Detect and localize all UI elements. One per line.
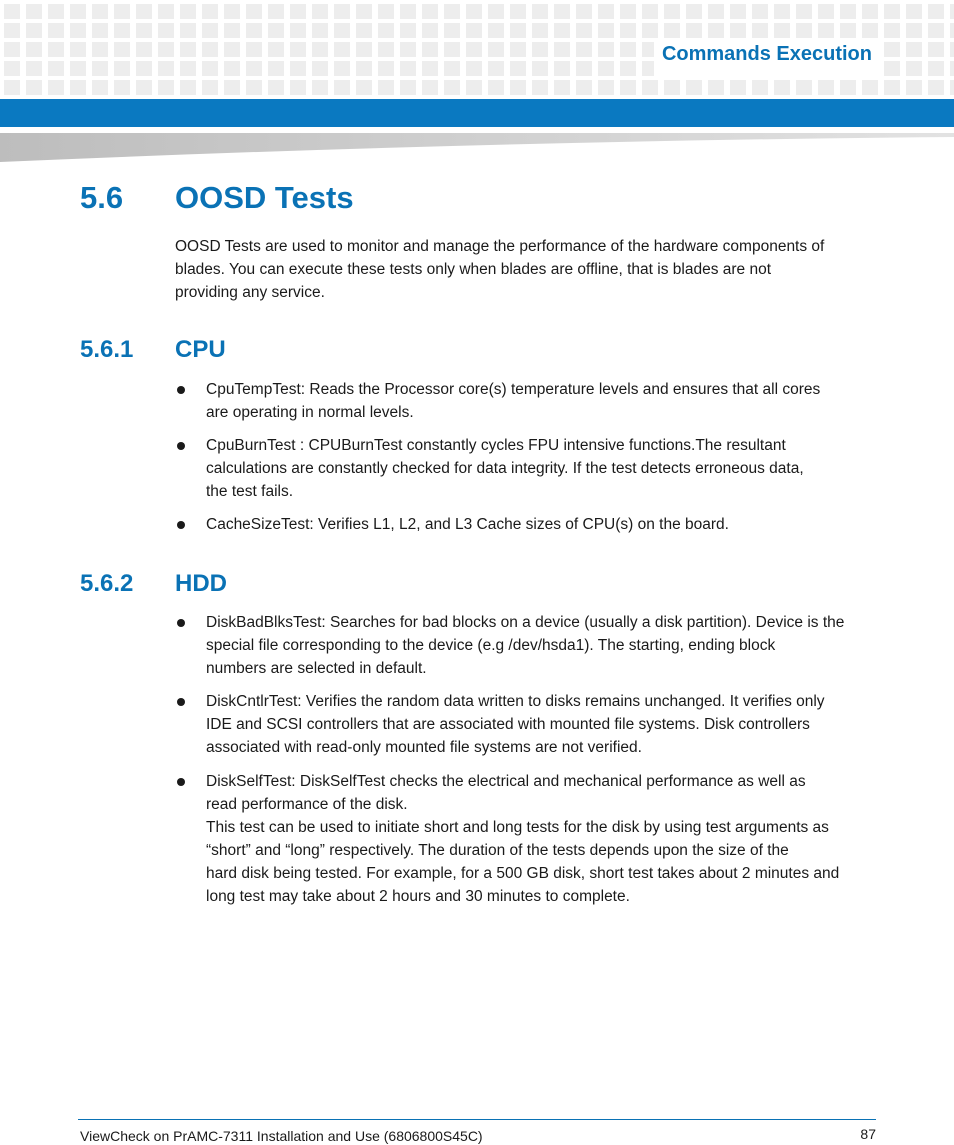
header-pattern-square <box>356 23 372 38</box>
header-pattern-square <box>114 80 130 95</box>
header-blue-bar <box>0 99 954 127</box>
header-pattern-square <box>598 23 614 38</box>
header-pattern-square <box>312 23 328 38</box>
subsection-title: HDD <box>175 570 227 597</box>
header-pattern-square <box>664 4 680 19</box>
bullet-icon <box>177 778 185 786</box>
header-pattern-square <box>334 42 350 57</box>
intro-line: blades. You can execute these tests only when blades are offline, that is blades are not <box>175 261 772 278</box>
header-pattern-square <box>92 80 108 95</box>
header-pattern-square <box>554 4 570 19</box>
header-pattern-square <box>4 4 20 19</box>
header-pattern-square <box>620 61 636 76</box>
list-item <box>175 690 880 759</box>
header-pattern-square <box>444 61 460 76</box>
header-pattern-square <box>70 42 86 57</box>
header-pattern-square <box>642 4 658 19</box>
header-pattern-square <box>752 23 768 38</box>
header-pattern-square <box>246 42 262 57</box>
header-pattern-square <box>708 80 724 95</box>
header-pattern-square <box>466 4 482 19</box>
list-item-line: DiskSelfTest: DiskSelfTest checks the electrical and mechanical performance as well as <box>206 773 806 790</box>
header-pattern-square <box>576 23 592 38</box>
header-pattern-square <box>136 61 152 76</box>
header-pattern-square <box>92 4 108 19</box>
header-pattern-square <box>26 4 42 19</box>
header-pattern-square <box>202 23 218 38</box>
subsection-title: CPU <box>175 336 226 363</box>
header-pattern-square <box>114 61 130 76</box>
section-heading <box>80 180 354 216</box>
header-pattern-square <box>510 61 526 76</box>
header-pattern-square <box>70 61 86 76</box>
header-pattern-square <box>290 42 306 57</box>
header-pattern-square <box>48 42 64 57</box>
header-pattern-square <box>224 4 240 19</box>
header-pattern-square <box>576 42 592 57</box>
header-pattern-square <box>444 80 460 95</box>
header-pattern-square <box>422 23 438 38</box>
header-pattern-square <box>26 23 42 38</box>
header-pattern-square <box>422 42 438 57</box>
header-pattern-square <box>928 42 944 57</box>
header-pattern-square <box>906 61 922 76</box>
header-pattern-square <box>554 61 570 76</box>
header-pattern-square <box>620 4 636 19</box>
header-pattern-square <box>950 23 954 38</box>
header-pattern-square <box>356 61 372 76</box>
header-pattern-square <box>488 61 504 76</box>
header-pattern-square <box>818 80 834 95</box>
header-pattern-square <box>466 80 482 95</box>
list-item <box>175 770 880 908</box>
list-item-line: associated with read-only mounted file systems are not verified. <box>206 739 642 756</box>
bullet-icon <box>177 698 185 706</box>
header-swoosh <box>0 127 954 165</box>
header-pattern-square <box>378 80 394 95</box>
header-pattern-square <box>730 4 746 19</box>
header-pattern-square <box>158 61 174 76</box>
header-pattern-square <box>4 23 20 38</box>
header-pattern-square <box>928 23 944 38</box>
header-pattern-square <box>686 23 702 38</box>
header-pattern-square <box>400 80 416 95</box>
header-pattern-square <box>378 42 394 57</box>
header-pattern-square <box>928 80 944 95</box>
header-pattern-square <box>48 4 64 19</box>
header-pattern-square <box>488 42 504 57</box>
header-pattern-square <box>356 4 372 19</box>
list-item-line: long test may take about 2 hours and 30 minutes to complete. <box>206 888 630 905</box>
header-pattern-square <box>774 23 790 38</box>
subsection-heading-hdd <box>80 570 227 598</box>
header-pattern-square <box>598 80 614 95</box>
intro-line: providing any service. <box>175 284 325 301</box>
header-pattern-square <box>466 23 482 38</box>
intro-line: OOSD Tests are used to monitor and manage the performance of the hardware components of <box>175 238 825 255</box>
header-pattern-square <box>928 61 944 76</box>
header-pattern-square <box>642 80 658 95</box>
header-pattern-square <box>884 23 900 38</box>
header-pattern-square <box>70 23 86 38</box>
header-pattern-square <box>576 61 592 76</box>
list-item-line: “short” and “long” respectively. The duration of the tests depends upon the size of the <box>206 842 789 859</box>
header-pattern-square <box>356 80 372 95</box>
header-pattern-square <box>422 61 438 76</box>
header-pattern-square <box>862 4 878 19</box>
list-item-line: DiskBadBlksTest: Searches for bad blocks on a device (usually a disk partition). Device is the <box>206 614 845 631</box>
header-pattern-square <box>290 80 306 95</box>
header-pattern-square <box>4 42 20 57</box>
header-pattern-square <box>532 61 548 76</box>
header-pattern-square <box>136 80 152 95</box>
header-pattern-square <box>246 4 262 19</box>
header-pattern-square <box>840 4 856 19</box>
header-pattern-square <box>818 23 834 38</box>
header-pattern-square <box>884 80 900 95</box>
header-pattern-square <box>224 23 240 38</box>
header-pattern-square <box>180 42 196 57</box>
header-pattern-square <box>510 4 526 19</box>
header-pattern-square <box>202 80 218 95</box>
list-item-line: CpuBurnTest : CPUBurnTest constantly cycles FPU intensive functions.The resultant <box>206 437 786 454</box>
header-pattern-square <box>466 61 482 76</box>
header-pattern-square <box>620 80 636 95</box>
list-item-line: special file corresponding to the device (e.g /dev/hsda1). The starting, ending block <box>206 637 776 654</box>
header-pattern-square <box>4 61 20 76</box>
bullet-icon <box>177 442 185 450</box>
header-pattern-square <box>202 42 218 57</box>
list-item-line: CacheSizeTest: Verifies L1, L2, and L3 Cache sizes of CPU(s) on the board. <box>206 516 729 533</box>
header-pattern-square <box>774 80 790 95</box>
header-pattern-square <box>246 80 262 95</box>
header-pattern-square <box>400 61 416 76</box>
header-pattern-square <box>664 80 680 95</box>
header-pattern-square <box>444 23 460 38</box>
header-pattern-square <box>708 4 724 19</box>
header-pattern-square <box>774 4 790 19</box>
header-pattern-square <box>510 42 526 57</box>
header-pattern-square <box>752 4 768 19</box>
list-item-line: calculations are constantly checked for data integrity. If the test detects erroneous data, <box>206 460 804 477</box>
header-pattern-square <box>730 80 746 95</box>
header-pattern-square <box>950 61 954 76</box>
header-pattern-square <box>532 23 548 38</box>
header-pattern-square <box>290 61 306 76</box>
footer-rule <box>78 1119 876 1120</box>
header-pattern-square <box>26 42 42 57</box>
header-pattern-square <box>136 23 152 38</box>
header-pattern-square <box>312 4 328 19</box>
header-pattern-square <box>422 80 438 95</box>
header-pattern-square <box>48 80 64 95</box>
header-pattern-square <box>752 80 768 95</box>
header-pattern-square <box>268 23 284 38</box>
header-pattern-square <box>862 23 878 38</box>
header-pattern-square <box>906 23 922 38</box>
header-pattern-square <box>224 80 240 95</box>
header-pattern-square <box>158 42 174 57</box>
header-pattern-square <box>906 4 922 19</box>
page-number: 87 <box>860 1126 876 1142</box>
header-pattern-square <box>730 23 746 38</box>
header-pattern-square <box>532 42 548 57</box>
list-item <box>175 513 880 536</box>
header-pattern-square <box>642 23 658 38</box>
header-pattern-square <box>840 80 856 95</box>
header-pattern-square <box>312 61 328 76</box>
header-pattern-square <box>378 4 394 19</box>
bullet-icon <box>177 386 185 394</box>
header-pattern-square <box>818 4 834 19</box>
header-pattern-square <box>906 80 922 95</box>
header-pattern-square <box>312 42 328 57</box>
header-pattern-square <box>4 80 20 95</box>
header-pattern-square <box>488 4 504 19</box>
header-pattern-square <box>26 61 42 76</box>
header-pattern-square <box>378 23 394 38</box>
header-pattern-square <box>884 4 900 19</box>
section-number: 5.6 <box>80 180 124 215</box>
header-pattern-square <box>400 42 416 57</box>
bullet-icon <box>177 619 185 627</box>
header-pattern-square <box>114 4 130 19</box>
header-pattern-square <box>862 80 878 95</box>
header-pattern-square <box>598 42 614 57</box>
header-pattern-square <box>26 80 42 95</box>
header-pattern-square <box>532 4 548 19</box>
header-pattern-square <box>48 61 64 76</box>
subsection-number: 5.6.1 <box>80 336 134 363</box>
list-item <box>175 378 880 424</box>
header-pattern-square <box>598 4 614 19</box>
header-pattern-square <box>158 80 174 95</box>
header-pattern-square <box>950 80 954 95</box>
header-pattern-square <box>180 61 196 76</box>
section-title: OOSD Tests <box>175 180 354 215</box>
header-pattern-square <box>136 4 152 19</box>
header-pattern-square <box>840 23 856 38</box>
header-pattern-square <box>290 4 306 19</box>
list-item-line: numbers are selected in default. <box>206 660 427 677</box>
header-pattern-square <box>114 42 130 57</box>
header-pattern-square <box>92 61 108 76</box>
list-item-line: the test fails. <box>206 483 294 500</box>
header-pattern-square <box>290 23 306 38</box>
header-pattern-square <box>686 80 702 95</box>
header-pattern-square <box>554 42 570 57</box>
header-pattern-square <box>246 23 262 38</box>
header-pattern-square <box>334 61 350 76</box>
header-pattern-square <box>554 23 570 38</box>
bullet-icon <box>177 521 185 529</box>
header-pattern-square <box>92 42 108 57</box>
header-pattern-square <box>92 23 108 38</box>
header-pattern-square <box>268 4 284 19</box>
header-pattern-square <box>708 23 724 38</box>
header-pattern-square <box>180 80 196 95</box>
header-pattern-square <box>422 4 438 19</box>
header-pattern-square <box>510 80 526 95</box>
header-pattern-square <box>70 80 86 95</box>
header-pattern-square <box>884 61 900 76</box>
header-pattern-square <box>400 23 416 38</box>
footer-document-title: ViewCheck on PrAMC-7311 Installation and Use (6806800S45C) <box>80 1128 483 1144</box>
header-pattern-square <box>884 42 900 57</box>
header-pattern-square <box>268 80 284 95</box>
header-pattern-square <box>246 61 262 76</box>
header-pattern-square <box>796 80 812 95</box>
header-pattern-square <box>620 23 636 38</box>
header-pattern-square <box>576 4 592 19</box>
header-pattern-square <box>268 61 284 76</box>
header-pattern-square <box>554 80 570 95</box>
header-pattern-square <box>114 23 130 38</box>
header-pattern-square <box>620 42 636 57</box>
list-item-line: are operating in normal levels. <box>206 404 414 421</box>
header-pattern-square <box>444 42 460 57</box>
header-pattern-square <box>532 80 548 95</box>
running-header-title: Commands Execution <box>661 43 872 65</box>
header-pattern-square <box>576 80 592 95</box>
header-pattern-square <box>312 80 328 95</box>
list-item <box>175 611 880 680</box>
header-pattern-square <box>334 23 350 38</box>
list-item-line: hard disk being tested. For example, for a 500 GB disk, short test takes about 2 minutes and <box>206 865 840 882</box>
header-pattern-square <box>136 42 152 57</box>
header-pattern-square <box>466 42 482 57</box>
list-item-line: DiskCntlrTest: Verifies the random data written to disks remains unchanged. It verifies only <box>206 693 825 710</box>
header-pattern-square <box>950 42 954 57</box>
header-pattern-square <box>400 4 416 19</box>
header-pattern-square <box>928 4 944 19</box>
header-pattern-square <box>202 4 218 19</box>
header-pattern-square <box>334 4 350 19</box>
header-pattern-square <box>488 23 504 38</box>
header-pattern-square <box>334 80 350 95</box>
subsection-heading-cpu <box>80 336 226 364</box>
header-pattern-square <box>180 4 196 19</box>
header-pattern-square <box>510 23 526 38</box>
header-pattern-square <box>70 4 86 19</box>
subsection-number: 5.6.2 <box>80 570 134 597</box>
header-pattern-square <box>664 23 680 38</box>
header-pattern-square <box>796 23 812 38</box>
header-pattern-square <box>158 23 174 38</box>
list-item-line: This test can be used to initiate short and long tests for the disk by using test arguments as <box>206 819 829 836</box>
header-pattern-square <box>224 42 240 57</box>
header-pattern-square <box>378 61 394 76</box>
header-pattern-square <box>598 61 614 76</box>
header-pattern-square <box>796 4 812 19</box>
header-pattern-square <box>686 4 702 19</box>
intro-paragraph <box>175 235 880 304</box>
list-item-line: read performance of the disk. <box>206 796 408 813</box>
header-pattern-square <box>356 42 372 57</box>
header-pattern-square <box>224 61 240 76</box>
header-pattern-square <box>268 42 284 57</box>
header-pattern-square <box>202 61 218 76</box>
list-item <box>175 434 880 503</box>
header-pattern-square <box>950 4 954 19</box>
header-pattern-square <box>180 23 196 38</box>
header-pattern-square <box>488 80 504 95</box>
list-item-line: CpuTempTest: Reads the Processor core(s) temperature levels and ensures that all cores <box>206 381 821 398</box>
header-pattern-square <box>906 42 922 57</box>
header-pattern-square <box>444 4 460 19</box>
list-item-line: IDE and SCSI controllers that are associated with mounted file systems. Disk controllers <box>206 716 810 733</box>
header-pattern-square <box>158 4 174 19</box>
header-pattern-square <box>48 23 64 38</box>
